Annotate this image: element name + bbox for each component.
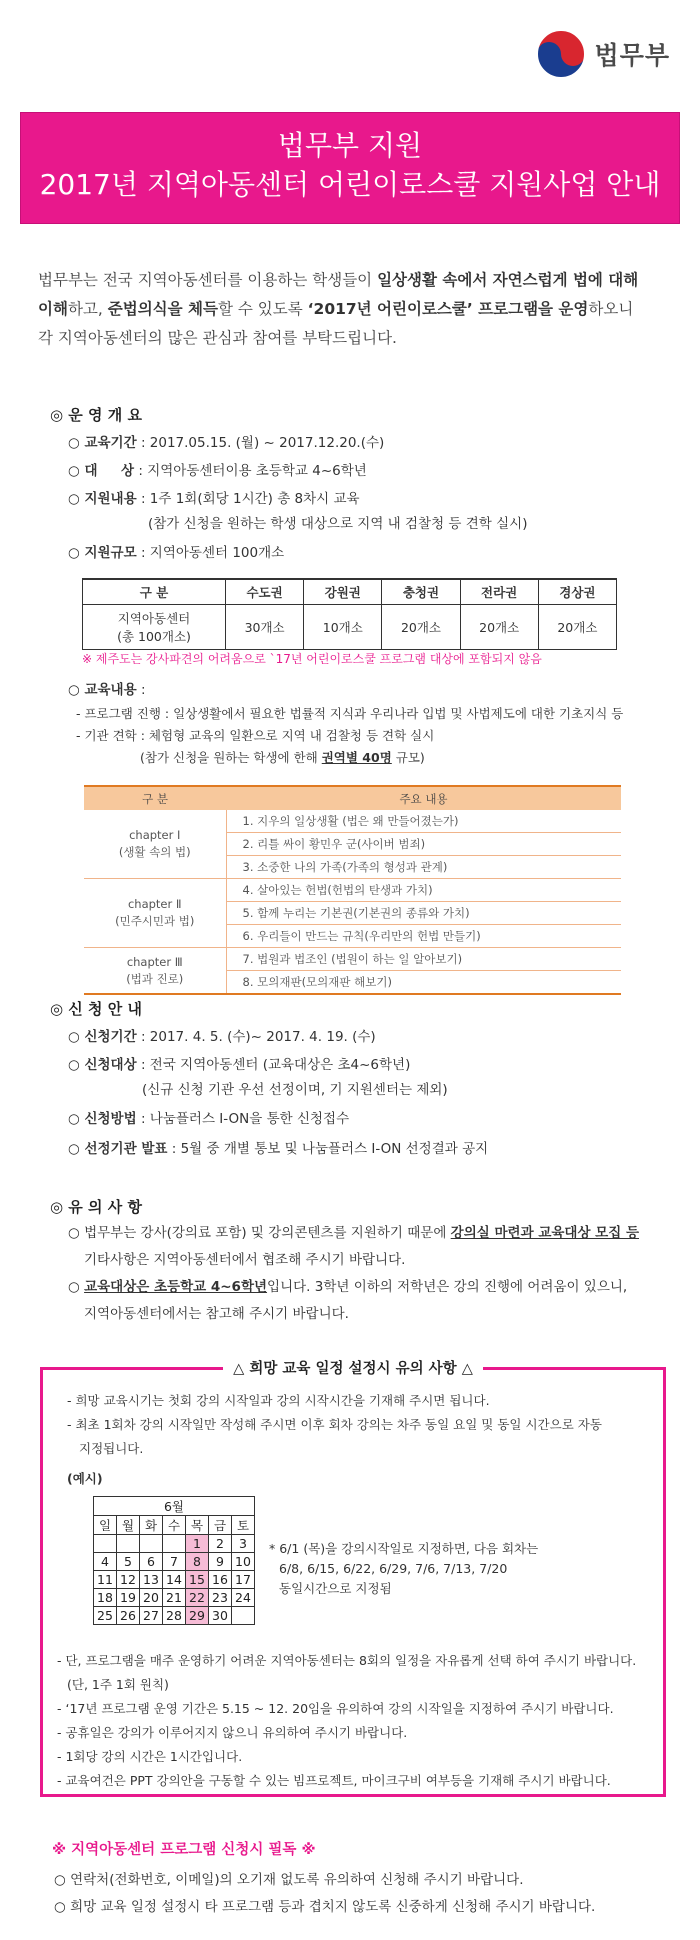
apply-target-sub: (신규 신청 기관 우선 선정이며, 기 지원센터는 제외): [142, 1082, 448, 1098]
calendar-day: 16: [209, 1571, 232, 1589]
calendar-week: [94, 1571, 255, 1589]
calendar-day: 15: [186, 1571, 209, 1589]
region-value: 20개소: [538, 605, 616, 650]
schedule-note: - 교육여건은 PPT 강의안을 구동할 수 있는 빔프로젝트, 마이크구비 여부등을 기재해 주시기 바랍니다.: [57, 1773, 611, 1788]
content-label: ○ 지원내용: [68, 491, 137, 507]
region-value: 20개소: [382, 605, 460, 650]
calendar-week: [94, 1553, 255, 1571]
region-header: 수도권: [226, 579, 304, 605]
overview-heading: ◎ 운 영 개 요: [50, 406, 142, 424]
weekday: 화: [140, 1516, 163, 1535]
taegeuk-emblem-icon: [535, 28, 587, 80]
calendar-day: 26: [117, 1607, 140, 1625]
chapter-cell: [84, 810, 226, 879]
calendar-day: 10: [232, 1553, 255, 1571]
calendar-day: 21: [163, 1589, 186, 1607]
apply-select-value: : 5월 중 개별 통보 및 나눔플러스 I-ON 선정결과 공지: [167, 1141, 489, 1157]
schedule-note: - 공휴일은 강의가 이루어지지 않으니 유의하여 주시기 바랍니다.: [57, 1725, 408, 1740]
calendar-day: [163, 1535, 186, 1553]
region-header: 충청권: [382, 579, 460, 605]
target-value: : 지역아동센터이용 초등학교 4~6학년: [134, 463, 367, 479]
intro-bold: 이해: [38, 300, 68, 318]
edu-label: ○ 교육내용 :: [68, 682, 146, 698]
calendar-day: 25: [94, 1607, 117, 1625]
edu-visit: - 기관 견학 : 체험형 교육의 일환으로 지역 내 검찰청 등 견학 실시: [76, 728, 435, 743]
apply-target: [68, 1056, 410, 1074]
calendar-day: 9: [209, 1553, 232, 1571]
region-header: 강원권: [304, 579, 382, 605]
region-table: [82, 578, 617, 650]
calendar-day: 22: [186, 1589, 209, 1607]
ministry-logo: [535, 28, 670, 80]
row-label-line: (총 100개소): [117, 629, 191, 644]
calendar-day: 12: [117, 1571, 140, 1589]
schedule-note: - ‘17년 프로그램 운영 기간은 5.15 ~ 12. 20임을 유의하여 강의 시작일을 지정하여 주시기 바랍니다.: [57, 1701, 614, 1716]
visit-sub-text: 규모): [391, 750, 425, 765]
calendar-day: 11: [94, 1571, 117, 1589]
calendar-day: 14: [163, 1571, 186, 1589]
schedule-note: - 최초 1회차 강의 시작일만 작성해 주시면 이후 회차 강의는 차주 동일 요일 및 동일 시간으로 자동: [67, 1417, 602, 1432]
curriculum-row: [84, 810, 621, 833]
weekday: 목: [186, 1516, 209, 1535]
region-note: ※ 제주도는 강사파견의 어려움으로 `17년 어린이로스쿨 프로그램 대상에 포함되지 않음: [82, 652, 542, 666]
caution-text: 입니다. 3학년 이하의 저학년은 강의 진행에 어려움이 있으니,: [267, 1279, 628, 1295]
caution-item-1-cont: 기타사항은 지역아동센터에서 협조해 주시기 바랍니다.: [84, 1252, 406, 1268]
region-header: 경상권: [538, 579, 616, 605]
schedule-note: - 희망 교육시기는 첫회 강의 시작일과 강의 시작시간을 기재해 주시면 됩니다.: [67, 1393, 490, 1408]
apply-method: [68, 1110, 349, 1128]
apply-target-label: ○ 신청대상: [68, 1057, 137, 1073]
schedule-box-title: [43, 1357, 663, 1378]
scale-label: ○ 지원규모: [68, 545, 137, 561]
scale-value: : 지역아동센터 100개소: [136, 545, 285, 561]
apply-method-label: ○ 신청방법: [68, 1111, 137, 1127]
calendar-day: 28: [163, 1607, 186, 1625]
region-value: 10개소: [304, 605, 382, 650]
caution-item-2-cont: 지역아동센터에서는 참고해 주시기 바랍니다.: [84, 1306, 349, 1322]
caution-bold: 강의실 마련과 교육대상 모집 등: [450, 1225, 640, 1241]
curriculum-table: [84, 785, 621, 995]
caution-bold: 교육대상은 초등학교 4~6학년: [84, 1279, 268, 1295]
example-label: (예시): [67, 1471, 103, 1486]
chapter-cell: [84, 879, 226, 948]
apply-heading: ◎ 신 청 안 내: [50, 1000, 142, 1018]
row-label-line: 지역아동센터: [117, 611, 191, 626]
overview-content: [68, 490, 360, 508]
overview-scale: [68, 544, 284, 562]
region-row-label: [83, 605, 226, 650]
calendar-week: [94, 1607, 255, 1625]
curriculum-item: 5. 함께 누리는 기본권(기본권의 종류와 가치): [226, 902, 621, 925]
calendar-day: 3: [232, 1535, 255, 1553]
schedule-note: (단, 1주 1회 원칙): [67, 1677, 169, 1692]
caution-item-1: [68, 1224, 639, 1242]
intro-bold: 일상생활 속에서 자연스럽게 법에 대해: [377, 271, 639, 289]
calendar-day: 6: [140, 1553, 163, 1571]
chapter-name: chapter Ⅰ: [129, 828, 181, 842]
intro-text: 할 수 있도록: [217, 300, 308, 318]
period-label: ○ 교육기간: [68, 435, 137, 451]
footer-title: ※ 지역아동센터 프로그램 신청시 필독 ※: [52, 1842, 316, 1858]
weekday: 월: [117, 1516, 140, 1535]
curriculum-row: [84, 879, 621, 902]
calendar-note: * 6/1 (목)을 강의시작일로 지정하면, 다음 회차는: [269, 1541, 539, 1556]
schedule-note: 지정됩니다.: [79, 1441, 144, 1456]
calendar-day: 23: [209, 1589, 232, 1607]
weekday: 수: [163, 1516, 186, 1535]
intro-paragraph: [38, 266, 668, 353]
region-value: 20개소: [460, 605, 538, 650]
caution-heading: ◎ 유 의 사 항: [50, 1198, 142, 1216]
calendar-day: 29: [186, 1607, 209, 1625]
edu-label-text: ○ 교육내용: [68, 682, 137, 698]
intro-text: 법무부는 전국 지역아동센터를 이용하는 학생들이: [38, 271, 378, 289]
calendar-day: 30: [209, 1607, 232, 1625]
schedule-note: - 단, 프로그램을 매주 운영하기 어려운 지역아동센터는 8회의 일정을 자유롭게 선택 하여 주시기 바랍니다.: [57, 1653, 637, 1668]
visit-sub-text: (참가 신청을 원하는 학생에 한해: [140, 750, 322, 765]
intro-text: 하고,: [67, 300, 108, 318]
overview-target: [68, 462, 367, 480]
curriculum-header: 구 분: [84, 786, 226, 810]
calendar-weekdays: [94, 1516, 255, 1535]
calendar-day: [117, 1535, 140, 1553]
intro-text: 각 지역아동센터의 많은 관심과 참여를 부탁드립니다.: [38, 329, 397, 347]
curriculum-header-row: [84, 786, 621, 810]
region-header-row: [83, 579, 617, 605]
calendar-week: [94, 1589, 255, 1607]
caution-text: ○ 법무부는 강사(강의료 포함) 및 강의콘텐츠를 지원하기 때문에: [68, 1225, 451, 1241]
curriculum-item: 8. 모의재판(모의재판 해보기): [226, 971, 621, 995]
calendar-day: [140, 1535, 163, 1553]
banner-line2: 2017년 지역아동센터 어린이로스쿨 지원사업 안내: [39, 168, 661, 201]
caution-item-2: [68, 1278, 627, 1296]
title-banner: [20, 112, 680, 224]
curriculum-row: [84, 948, 621, 971]
intro-text: 하오니: [588, 300, 634, 318]
overview-content-sub: (참가 신청을 원하는 학생 대상으로 지역 내 검찰청 등 견학 실시): [148, 516, 528, 532]
calendar-day: 13: [140, 1571, 163, 1589]
chapter-sub: (생활 속의 법): [118, 845, 191, 859]
calendar-day: 7: [163, 1553, 186, 1571]
intro-bold: 준법의식을 체득: [107, 300, 218, 318]
calendar-day: [94, 1535, 117, 1553]
curriculum-item: 3. 소중한 나의 가족(가족의 형성과 관계): [226, 856, 621, 879]
weekday: 금: [209, 1516, 232, 1535]
curriculum-item: 7. 법원과 법조인 (법원이 하는 일 알아보기): [226, 948, 621, 971]
schedule-note: - 1회당 강의 시간은 1시간입니다.: [57, 1749, 243, 1764]
chapter-sub: (민주시민과 법): [115, 914, 195, 928]
weekday: 토: [232, 1516, 255, 1535]
region-header: 전라권: [460, 579, 538, 605]
weekday: 일: [94, 1516, 117, 1535]
calendar-note: 6/8, 6/15, 6/22, 6/29, 7/6, 7/13, 7/20: [279, 1561, 508, 1576]
curriculum-header: 주요 내용: [226, 786, 621, 810]
apply-period: [68, 1028, 376, 1046]
banner-line1: 법무부 지원: [277, 129, 423, 162]
calendar-day: 24: [232, 1589, 255, 1607]
calendar-day: [232, 1607, 255, 1625]
brand-name: 법무부: [594, 41, 670, 70]
calendar-day: 5: [117, 1553, 140, 1571]
visit-sub-bold: 권역별 40명: [321, 750, 392, 765]
schedule-title-text: △ 희망 교육 일정 설정시 유의 사항 △: [223, 1361, 483, 1377]
footer-item: ○ 희망 교육 일정 설정시 타 프로그램 등과 겹치지 않도록 신중하게 신청해 주시기 바랍니다.: [54, 1899, 596, 1915]
calendar-month: 6월: [94, 1497, 255, 1516]
curriculum-item: 2. 리틀 싸이 황민우 군(사이버 범죄): [226, 833, 621, 856]
calendar-week: [94, 1535, 255, 1553]
curriculum-item: 1. 지우의 일상생활 (법은 왜 만들어졌는가): [226, 810, 621, 833]
june-calendar: [93, 1496, 255, 1625]
apply-method-value: : 나눔플러스 I-ON을 통한 신청접수: [136, 1111, 350, 1127]
region-value: 30개소: [226, 605, 304, 650]
calendar-day: 20: [140, 1589, 163, 1607]
intro-bold: ‘2017년 어린이로스쿨’ 프로그램을 운영: [307, 300, 589, 318]
calendar-day: 2: [209, 1535, 232, 1553]
calendar-day: 4: [94, 1553, 117, 1571]
chapter-name: chapter Ⅲ: [126, 954, 183, 969]
chapter-cell: [84, 948, 226, 995]
edu-program: - 프로그램 진행 : 일상생활에서 필요한 법률적 지식과 우리나라 입법 및 사법제도에 대한 기초지식 등: [76, 706, 624, 721]
calendar-day: 27: [140, 1607, 163, 1625]
chapter-name: chapter Ⅱ: [127, 897, 182, 911]
apply-period-value: : 2017. 4. 5. (수)~ 2017. 4. 19. (수): [136, 1029, 376, 1045]
apply-period-label: ○ 신청기간: [68, 1029, 137, 1045]
calendar-day: 1: [186, 1535, 209, 1553]
chapter-sub: (법과 진로): [126, 971, 184, 986]
footer-item: ○ 연락처(전화번호, 이메일)의 오기재 없도록 유의하여 신청해 주시기 바랍니다.: [54, 1872, 524, 1888]
target-label: ○ 대 상: [68, 463, 135, 479]
calendar-note: 동일시간으로 지정됨: [279, 1581, 392, 1596]
schedule-notice-box: [40, 1361, 666, 1797]
region-header: 구 분: [83, 579, 226, 605]
caution-text: ○: [68, 1279, 85, 1295]
calendar-day: 19: [117, 1589, 140, 1607]
calendar-day: 18: [94, 1589, 117, 1607]
apply-target-value: : 전국 지역아동센터 (교육대상은 초4~6학년): [136, 1057, 411, 1073]
curriculum-item: 4. 살아있는 헌법(헌법의 탄생과 가치): [226, 879, 621, 902]
calendar-day: 17: [232, 1571, 255, 1589]
curriculum-item: 6. 우리들이 만드는 규칙(우리만의 헌법 만들기): [226, 925, 621, 948]
region-value-row: [83, 605, 617, 650]
apply-select-label: ○ 선정기관 발표: [68, 1141, 168, 1157]
apply-select: [68, 1140, 488, 1158]
period-value: : 2017.05.15. (월) ~ 2017.12.20.(수): [136, 435, 385, 451]
content-value: : 1주 1회(회당 1시간) 총 8차시 교육: [136, 491, 360, 507]
overview-period: [68, 434, 384, 452]
edu-visit-sub: [140, 748, 425, 766]
calendar-day: 8: [186, 1553, 209, 1571]
